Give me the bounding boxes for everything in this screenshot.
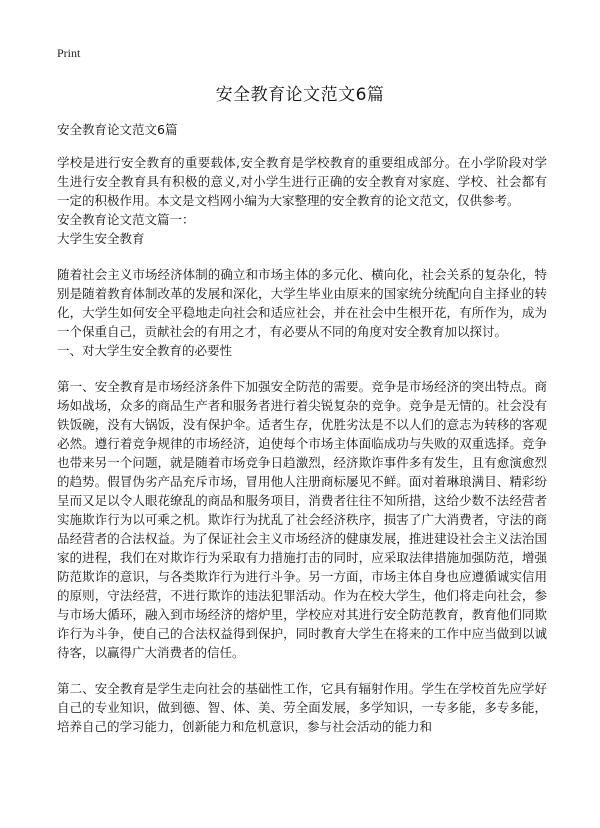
document-subtitle: 安全教育论文范文6篇 bbox=[57, 122, 178, 137]
document-title: 安全教育论文范文6篇 bbox=[215, 85, 385, 105]
document-body bbox=[57, 120, 547, 736]
paragraph-first-point: 第一、安全教育是市场经济条件下加强安全防范的需要。竞争是市场经济的突出特点。商场如战场，众多的商品生产者和服务者进行着尖锐复杂的竞争。竞争是无情的。社会没有铁饭碗，没有大锅饭，没有保护伞。适者生存，优胜劣汰是不以人们的意志为转移的客观必然。遵行着竞争规律的市场经济，迫使每个市场主体面临成功与失败的双重选择。竞争也带来另一个问题，就是随着市场竞争日趋激烈，经济欺诈事件多有发生，且有愈演愈烈的趋势。假冒伪劣产品充斥市场，冒用他人注册商标屡见不鲜。面对着琳琅满目、精彩纷呈而又足以令人眼花缭乱的商品和服务项目，消费者往往不知所措，这给少数不法经营者实施欺诈行为以可乘之机。欺诈行为扰乱了社会经济秩序，损害了广大消费者，守法的商品经营者的合法权益。为了保证社会主义市场经济的健康发展，推进建设社会主义法治国家的进程，我们在对欺诈行为采取有力措施打击的同时，应采取法律措施加强防范，增强防范欺诈的意识，与各类欺诈行为进行斗争。另一方面，市场主体自身也应遵循诚实信用的原则，守法经营，不进行欺诈的违法犯罪活动。作为在校大学生，他们将走向社会，参与市场大循环，融入到市场经济的熔炉里，学校应对其进行安全防范教育，教育他们同欺诈行为斗争，使自己的合法权益得到保护，同时教育大学生在将来的工作中应当做到以诚待客，以赢得广大消费者的信任。 bbox=[57, 379, 547, 660]
intro-paragraph: 学校是进行安全教育的重要载体,安全教育是学校教育的重要组成部分。在小学阶段对学生进行安全教育具有积极的意义,对小学生进行正确的安全教育对家庭、学校、社会都有一定的积极作用。本文是文档网小编为大家整理的安全教育的论文范文，仅供参考。 bbox=[57, 155, 547, 208]
section-label: 安全教育论文范文篇一： bbox=[57, 212, 195, 227]
print-link[interactable]: Print bbox=[57, 46, 81, 60]
heading-necessity: 一、对大学生安全教育的必要性 bbox=[57, 343, 233, 358]
paragraph-second-point: 第二、安全教育是学生走向社会的基础性工作，它具有辐射作用。学生在学校首先应学好自己的专业知识，做到德、智、体、美、劳全面发展，多学知识，一专多能，多专多能，培养自己的学习能力，创新能力和危机意识，参与社会活动的能力和 bbox=[57, 681, 547, 734]
section-title: 大学生安全教育 bbox=[57, 231, 145, 246]
paragraph-context: 随着社会主义市场经济体制的确立和市场主体的多元化、横向化，社会关系的复杂化，特别是随着教育体制改革的发展和深化，大学生毕业由原来的国家统分统配向自主择业的转化，大学生如何安全平稳地走向社会和适应社会，并在社会中生根开花，有所作为，成为一个保重自己，贡献社会的有用之才，有必要从不同的角度对安全教育加以探讨。 bbox=[57, 267, 547, 339]
